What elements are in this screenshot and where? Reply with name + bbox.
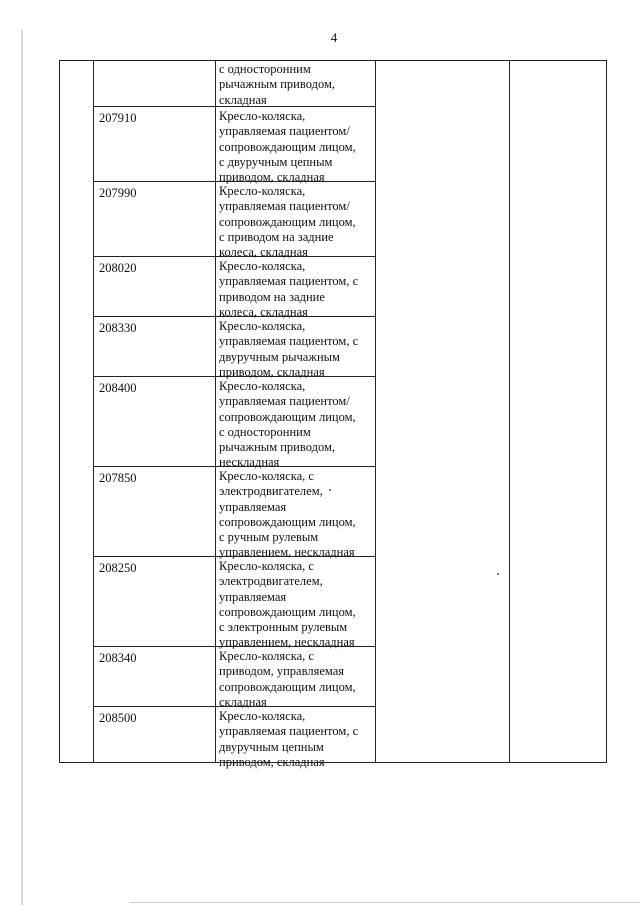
cell-divider [215,647,216,706]
cell-divider [215,557,216,646]
cell-divider [215,467,216,556]
description-cell: Кресло-коляска, управляемая пациентом, с двуручным рычажным приводом, складная [219,319,359,379]
table-row [93,647,375,707]
code-cell: 208250 [99,561,137,575]
table-row [93,60,375,107]
table-row [93,467,375,560]
cell-divider [215,317,216,376]
table-row [93,707,375,769]
description-cell: Кресло-коляска, с электродвигателем, управляемая сопровождающим лицом, с электронным рулевым управлением, нескладная [219,559,356,650]
cell-divider [215,182,216,256]
description-cell: Кресло-коляска, с приводом, управляемая сопровождающим лицом, складная [219,649,356,709]
code-cell: 208400 [99,381,137,395]
scan-bottom-edge [130,902,640,903]
scan-edge [21,30,23,905]
cell-divider [215,377,216,466]
table-row [93,557,375,650]
table-row [93,317,375,377]
table-row [93,182,375,260]
description-cell: Кресло-коляска, управляемая пациентом, с двуручным цепным приводом, складная [219,709,359,769]
scan-speck [329,489,331,491]
code-cell: 207850 [99,471,137,485]
code-cell: 208020 [99,261,137,275]
cell-divider [215,107,216,181]
table-row [93,377,375,470]
cell-divider [215,707,216,763]
code-cell: 208340 [99,651,137,665]
page-number: 4 [330,30,338,45]
code-cell: 207990 [99,186,137,200]
code-cell: 207910 [99,111,137,125]
code-cell: 208330 [99,321,137,335]
table-row [93,107,375,185]
description-cell: Кресло-коляска, с электродвигателем, управляемая сопровождающим лицом, с ручным рулевым управлением, нескладная [219,469,356,560]
device-table [93,60,375,769]
column-divider-3 [375,60,376,763]
scan-speck [497,573,499,575]
code-cell: 208500 [99,711,137,725]
cell-divider [215,60,216,106]
cell-divider [215,257,216,316]
description-cell: Кресло-коляска, управляемая пациентом, с приводом на задние колеса, складная [219,259,359,319]
description-cell: Кресло-коляска, управляемая пациентом/ сопровождающим лицом, с приводом на задние колеса, складная [219,184,356,260]
description-cell: с односторонним рычажным приводом, складная [219,62,335,107]
table-row [93,257,375,317]
description-cell: Кресло-коляска, управляемая пациентом/ сопровождающим лицом, с односторонним рычажным приводом, нескладная [219,379,356,470]
column-divider-4 [509,60,510,763]
description-cell: Кресло-коляска, управляемая пациентом/ сопровождающим лицом, с двуручным цепным приводом, складная [219,109,356,185]
